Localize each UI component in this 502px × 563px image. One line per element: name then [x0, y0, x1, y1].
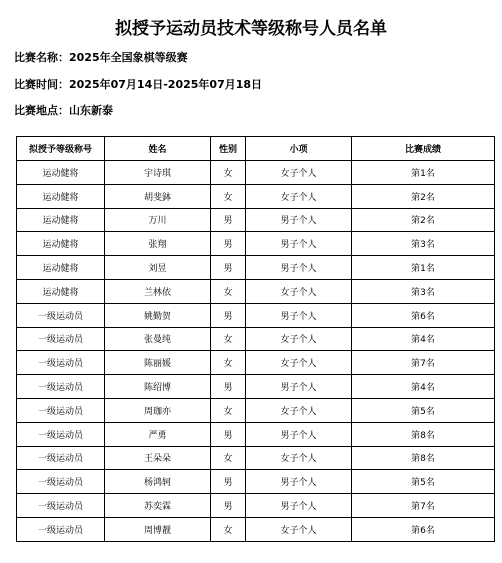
cell-result: 第2名 [352, 184, 495, 208]
cell-gender: 男 [211, 256, 246, 280]
cell-grade: 一级运动员 [17, 303, 105, 327]
header-name: 姓名 [105, 137, 211, 161]
cell-event: 男子个人 [246, 303, 352, 327]
event-time-value: 2025年07月14日-2025年07月18日 [69, 78, 263, 91]
cell-name: 周博靓 [105, 517, 211, 541]
cell-result: 第3名 [352, 279, 495, 303]
cell-event: 男子个人 [246, 422, 352, 446]
cell-name: 周珈亦 [105, 398, 211, 422]
cell-event: 男子个人 [246, 494, 352, 518]
table-row [17, 398, 495, 422]
cell-event: 女子个人 [246, 279, 352, 303]
event-name-value: 2025年全国象棋等级赛 [69, 51, 188, 64]
table-row [17, 184, 495, 208]
cell-event: 男子个人 [246, 232, 352, 256]
cell-gender: 男 [211, 232, 246, 256]
cell-event: 女子个人 [246, 517, 352, 541]
cell-gender: 女 [211, 161, 246, 185]
cell-gender: 男 [211, 470, 246, 494]
table-row [17, 422, 495, 446]
event-name-label: 比赛名称： [14, 51, 69, 64]
cell-gender: 男 [211, 375, 246, 399]
table-row [17, 375, 495, 399]
cell-grade: 运动健将 [17, 208, 105, 232]
table-row [17, 208, 495, 232]
cell-grade: 一级运动员 [17, 470, 105, 494]
cell-gender: 女 [211, 351, 246, 375]
cell-result: 第1名 [352, 161, 495, 185]
cell-name: 姚勤贺 [105, 303, 211, 327]
athlete-list-table [16, 136, 495, 542]
table-row [17, 279, 495, 303]
cell-event: 女子个人 [246, 327, 352, 351]
document-title: 拟授予运动员技术等级称号人员名单 [115, 19, 387, 39]
cell-name: 胡斐鉢 [105, 184, 211, 208]
cell-grade: 一级运动员 [17, 351, 105, 375]
cell-grade: 一级运动员 [17, 327, 105, 351]
table-body [17, 161, 495, 542]
header-gender: 性别 [211, 137, 246, 161]
event-place-label: 比赛地点： [14, 104, 69, 117]
cell-name: 苏奕霖 [105, 494, 211, 518]
event-time-line [14, 77, 262, 93]
cell-event: 男子个人 [246, 470, 352, 494]
cell-grade: 一级运动员 [17, 494, 105, 518]
cell-result: 第5名 [352, 398, 495, 422]
header-result: 比赛成绩 [352, 137, 495, 161]
cell-gender: 男 [211, 422, 246, 446]
cell-event: 女子个人 [246, 184, 352, 208]
cell-result: 第7名 [352, 351, 495, 375]
cell-gender: 男 [211, 303, 246, 327]
event-time-label: 比赛时间： [14, 78, 69, 91]
cell-name: 陈丽媛 [105, 351, 211, 375]
table-row [17, 470, 495, 494]
cell-result: 第6名 [352, 517, 495, 541]
cell-name: 万川 [105, 208, 211, 232]
cell-result: 第6名 [352, 303, 495, 327]
cell-grade: 一级运动员 [17, 398, 105, 422]
cell-name: 张翔 [105, 232, 211, 256]
cell-gender: 女 [211, 446, 246, 470]
cell-event: 男子个人 [246, 208, 352, 232]
cell-grade: 一级运动员 [17, 517, 105, 541]
cell-grade: 运动健将 [17, 279, 105, 303]
cell-name: 兰林依 [105, 279, 211, 303]
cell-gender: 男 [211, 494, 246, 518]
table-row [17, 256, 495, 280]
cell-grade: 一级运动员 [17, 375, 105, 399]
cell-grade: 运动健将 [17, 161, 105, 185]
event-name-line [14, 50, 188, 66]
cell-name: 宇诗琪 [105, 161, 211, 185]
cell-event: 女子个人 [246, 351, 352, 375]
event-place-line [14, 103, 113, 119]
cell-grade: 一级运动员 [17, 422, 105, 446]
event-place-value: 山东新泰 [69, 104, 113, 117]
table-row [17, 327, 495, 351]
header-event: 小项 [246, 137, 352, 161]
table-row [17, 494, 495, 518]
table-row [17, 161, 495, 185]
cell-result: 第5名 [352, 470, 495, 494]
cell-gender: 男 [211, 208, 246, 232]
table-row [17, 232, 495, 256]
cell-gender: 女 [211, 517, 246, 541]
table-header-row [17, 137, 495, 161]
cell-name: 刘昱 [105, 256, 211, 280]
cell-grade: 运动健将 [17, 256, 105, 280]
cell-event: 男子个人 [246, 256, 352, 280]
cell-grade: 运动健将 [17, 184, 105, 208]
cell-name: 杨鸿轲 [105, 470, 211, 494]
cell-gender: 女 [211, 398, 246, 422]
table-row [17, 351, 495, 375]
table-row [17, 303, 495, 327]
cell-result: 第8名 [352, 422, 495, 446]
cell-name: 严勇 [105, 422, 211, 446]
cell-gender: 女 [211, 327, 246, 351]
header-grade: 拟授予等级称号 [17, 137, 105, 161]
cell-name: 王朵朵 [105, 446, 211, 470]
cell-event: 男子个人 [246, 375, 352, 399]
cell-grade: 一级运动员 [17, 446, 105, 470]
table-row [17, 446, 495, 470]
cell-result: 第4名 [352, 375, 495, 399]
cell-result: 第8名 [352, 446, 495, 470]
cell-event: 女子个人 [246, 398, 352, 422]
cell-grade: 运动健将 [17, 232, 105, 256]
cell-name: 张曼纯 [105, 327, 211, 351]
table-row [17, 517, 495, 541]
cell-gender: 女 [211, 279, 246, 303]
cell-result: 第2名 [352, 208, 495, 232]
cell-name: 陈绍博 [105, 375, 211, 399]
cell-result: 第3名 [352, 232, 495, 256]
cell-result: 第4名 [352, 327, 495, 351]
cell-event: 女子个人 [246, 446, 352, 470]
cell-event: 女子个人 [246, 161, 352, 185]
cell-result: 第7名 [352, 494, 495, 518]
cell-result: 第1名 [352, 256, 495, 280]
cell-gender: 女 [211, 184, 246, 208]
